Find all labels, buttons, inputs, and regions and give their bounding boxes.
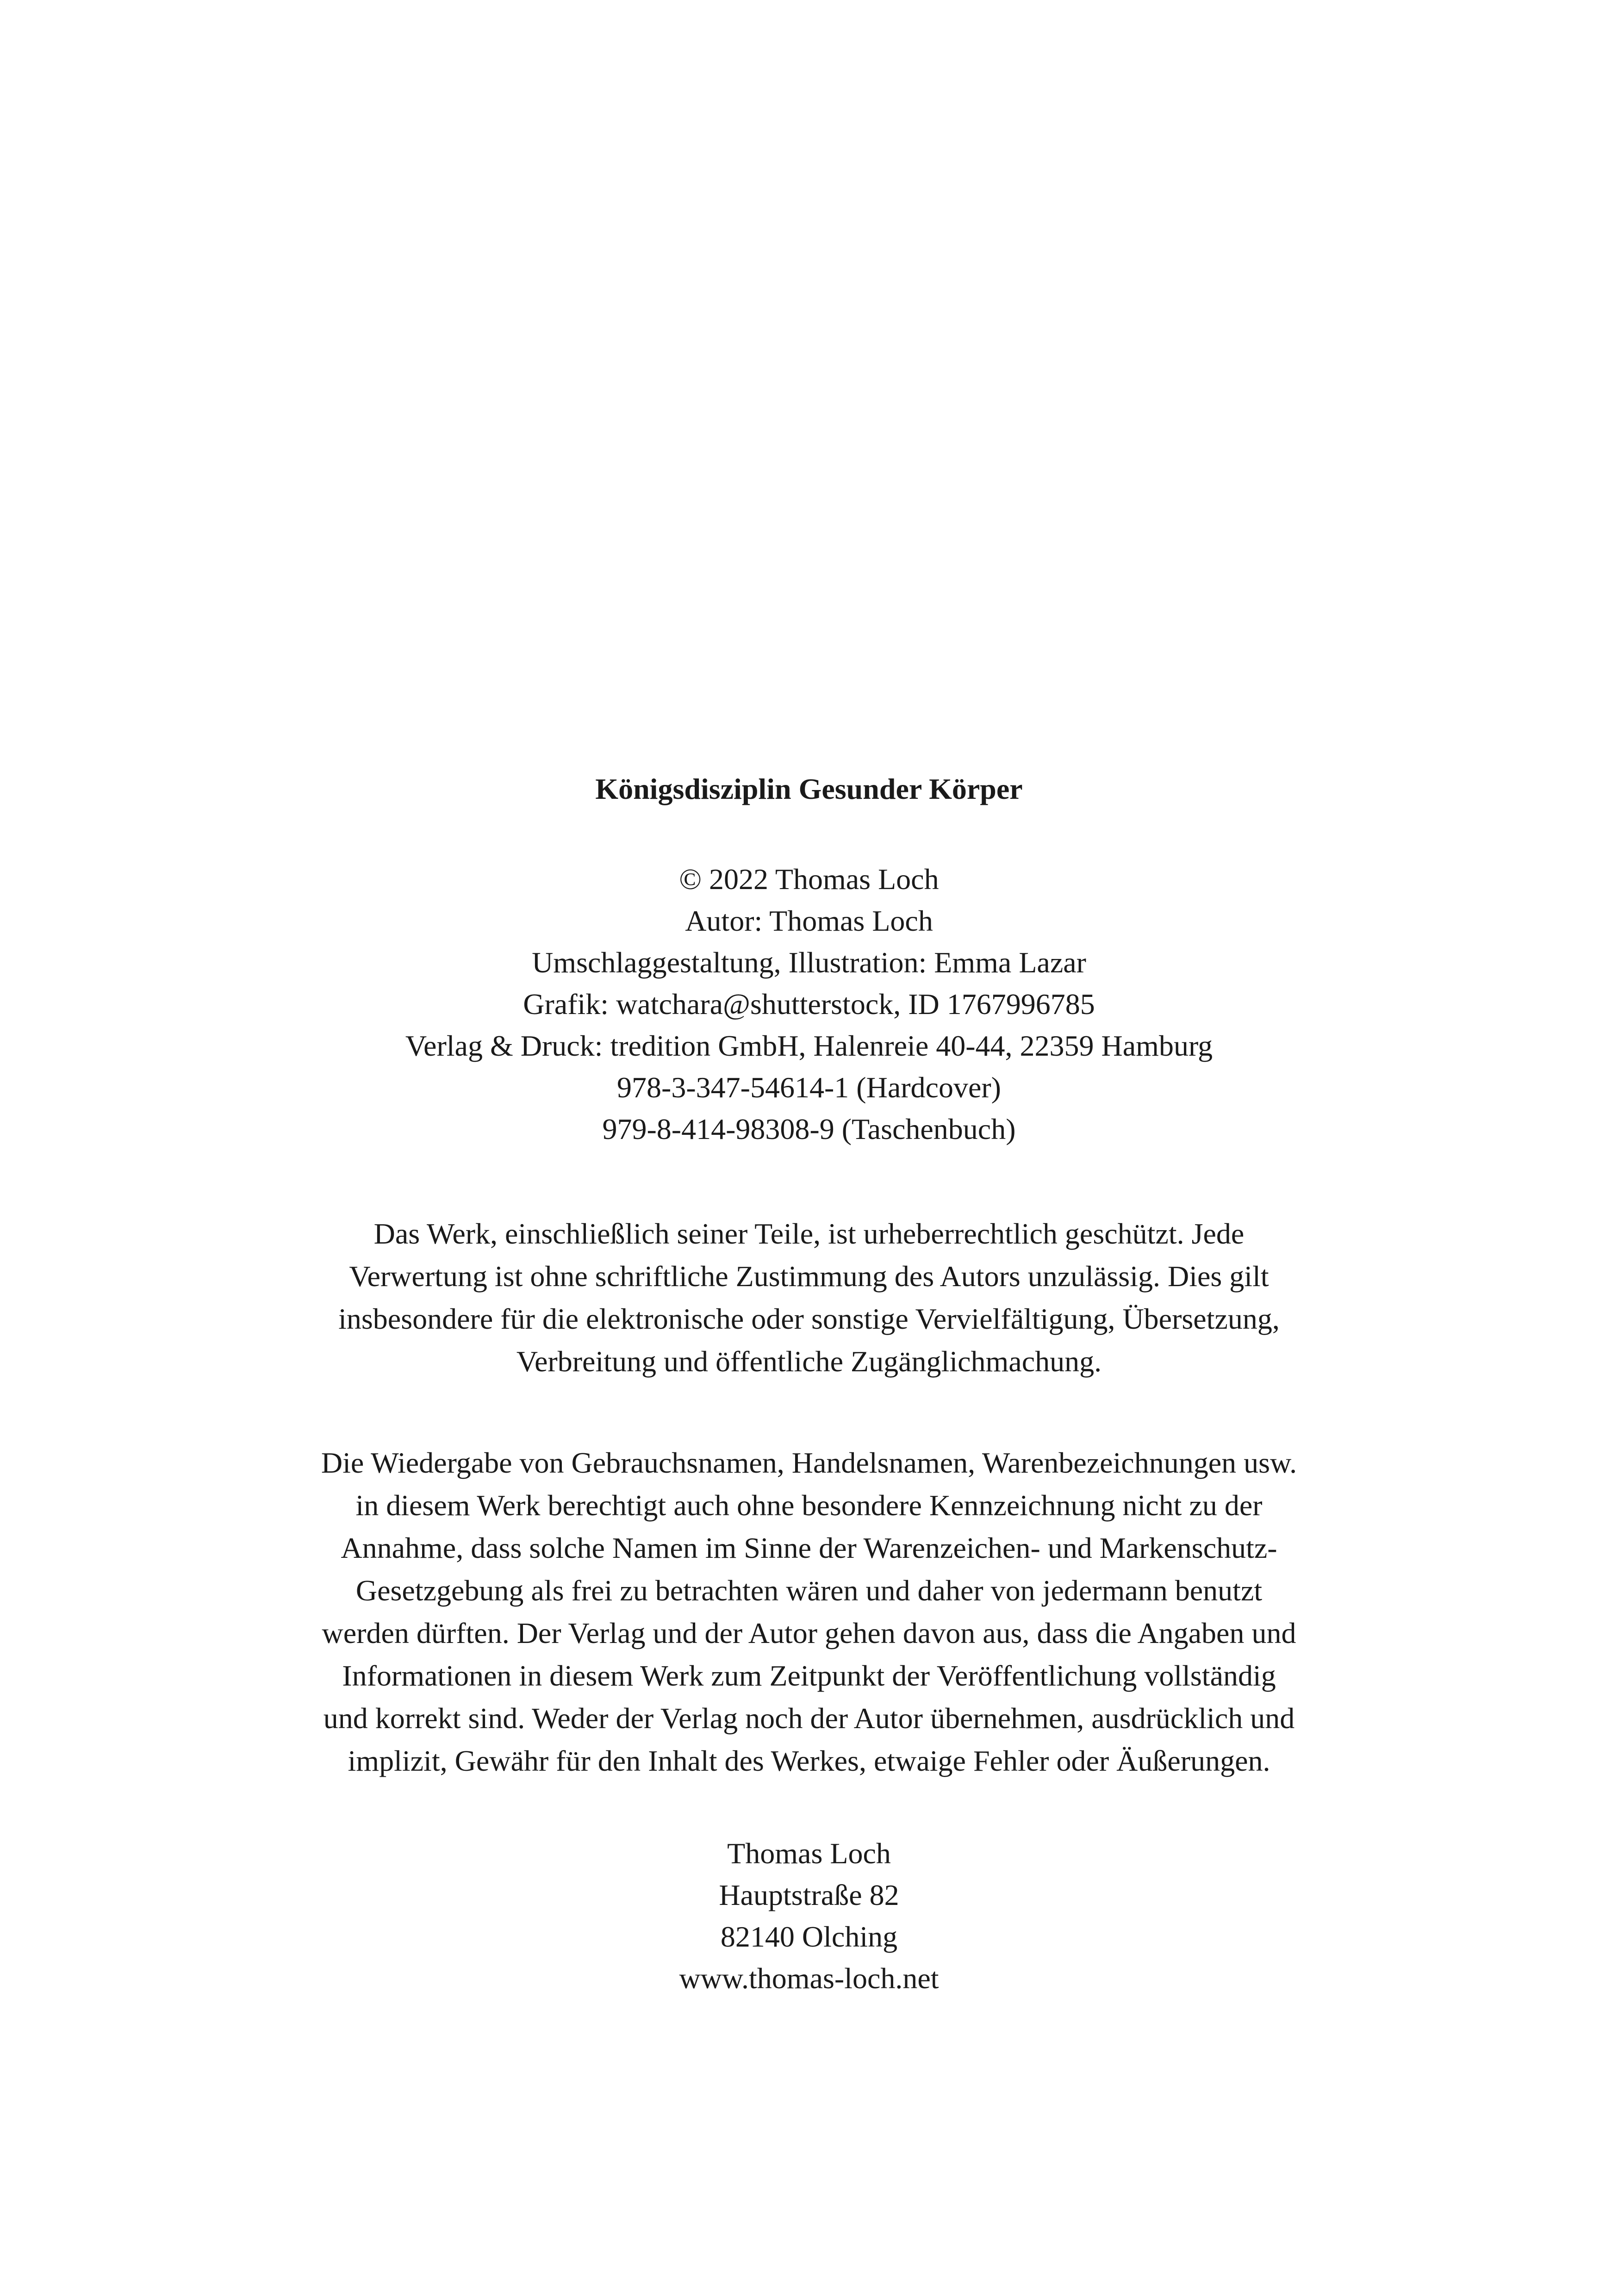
trademark-notice-line: und korrekt sind. Weder der Verlag noch der Autor übernehmen, ausdrücklich und xyxy=(323,1702,1295,1735)
address-city: 82140 Olching xyxy=(720,1920,898,1953)
trademark-notice-line: Informationen in diesem Werk zum Zeitpunkt der Veröffentlichung vollständig xyxy=(342,1659,1276,1692)
isbn-paperback-line: 979-8-414-98308-9 (Taschenbuch) xyxy=(602,1113,1016,1145)
trademark-notice-line: in diesem Werk berechtigt auch ohne besondere Kennzeichnung nicht zu der xyxy=(355,1489,1263,1522)
cover-design-line: Umschlaggestaltung, Illustration: Emma Lazar xyxy=(532,946,1086,979)
trademark-notice-line: Die Wiedergabe von Gebrauchsnamen, Handelsnamen, Warenbezeichnungen usw. xyxy=(321,1446,1297,1479)
copyright-notice-line: Das Werk, einschließlich seiner Teile, ist urheberrechtlich geschützt. Jede xyxy=(373,1217,1245,1250)
publisher-line: Verlag & Druck: tredition GmbH, Halenreie 40-44, 22359 Hamburg xyxy=(405,1029,1213,1062)
book-title xyxy=(0,768,1618,810)
imprint-details xyxy=(0,859,1618,1150)
copyright-notice-line: Verwertung ist ohne schriftliche Zustimmung des Autors unzulässig. Dies gilt xyxy=(349,1260,1269,1293)
graphic-credit-line: Grafik: watchara@shutterstock, ID 1767996785 xyxy=(523,988,1095,1020)
author-line: Autor: Thomas Loch xyxy=(685,904,933,937)
isbn-hardcover-line: 978-3-347-54614-1 (Hardcover) xyxy=(617,1071,1001,1104)
trademark-notice-line: Annahme, dass solche Namen im Sinne der Warenzeichen- und Markenschutz- xyxy=(341,1531,1277,1564)
copyright-line: © 2022 Thomas Loch xyxy=(679,863,939,896)
trademark-notice xyxy=(0,1442,1618,1782)
address-website: www.thomas-loch.net xyxy=(679,1962,939,1995)
copyright-notice xyxy=(0,1213,1618,1383)
book-title-text: Königsdisziplin Gesunder Körper xyxy=(595,772,1023,805)
copyright-notice-line: insbesondere für die elektronische oder sonstige Vervielfältigung, Übersetzung, xyxy=(338,1302,1280,1335)
author-address xyxy=(0,1833,1618,1999)
address-street: Hauptstraße 82 xyxy=(719,1879,899,1911)
copyright-notice-line: Verbreitung und öffentliche Zugänglichmachung. xyxy=(516,1345,1102,1378)
address-name: Thomas Loch xyxy=(727,1837,891,1870)
trademark-notice-line: Gesetzgebung als frei zu betrachten wären und daher von jedermann benutzt xyxy=(355,1574,1263,1607)
trademark-notice-line: werden dürften. Der Verlag und der Autor gehen davon aus, dass die Angaben und xyxy=(322,1617,1296,1649)
trademark-notice-line: implizit, Gewähr für den Inhalt des Werkes, etwaige Fehler oder Äußerungen. xyxy=(348,1744,1270,1777)
